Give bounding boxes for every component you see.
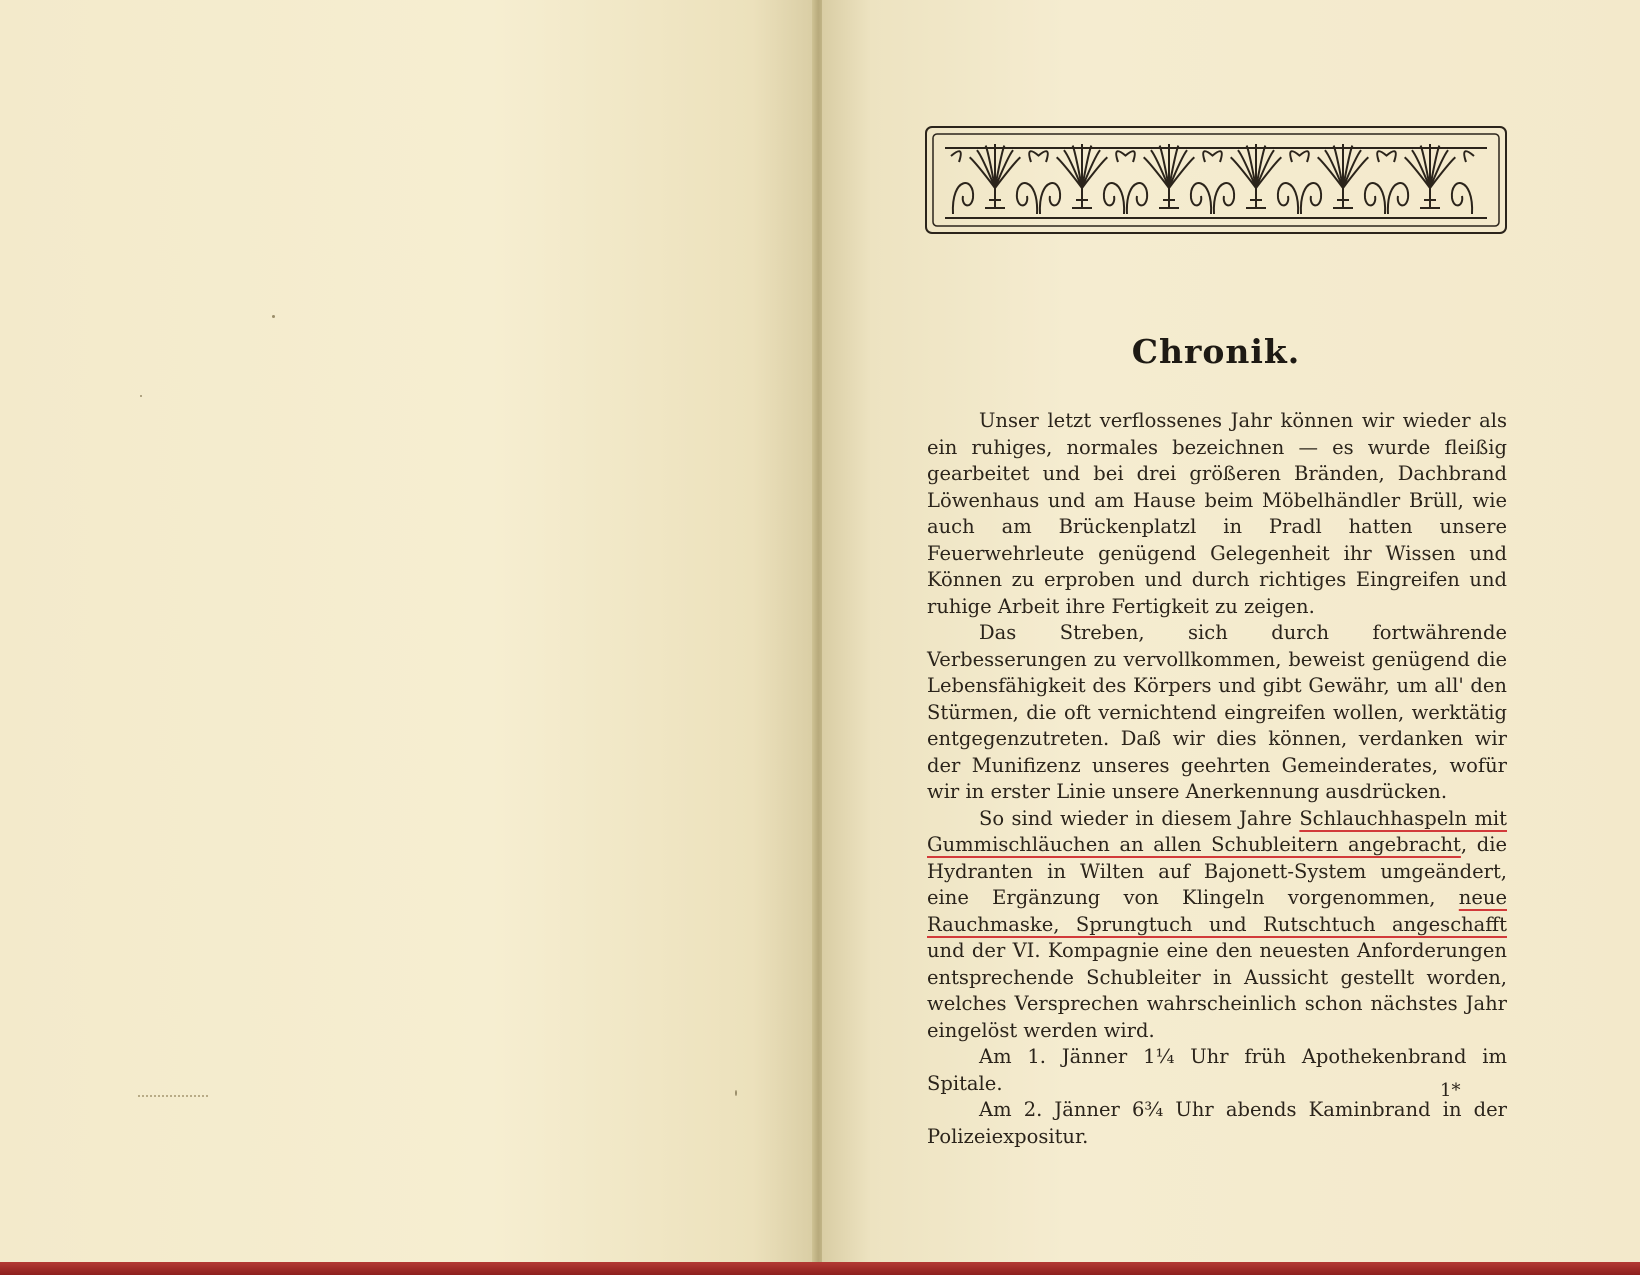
paper-speck — [272, 315, 275, 318]
paragraph: Am 2. Jänner 6¾ Uhr abends Kaminbrand in der Polizeiexpositur. — [927, 1098, 1507, 1148]
paper-speck — [735, 1090, 737, 1096]
paper-speck — [140, 395, 142, 397]
red-underlined-text: neue Rauchmaske, Sprungtuch und Rutschtuch angeschafft — [927, 886, 1507, 936]
page-number: 1* — [1440, 1080, 1461, 1101]
palmette-motif — [1212, 144, 1300, 214]
pencil-mark — [138, 1095, 208, 1099]
paragraph: Das Streben, sich durch fortwährende Verbesserungen zu vervollkommen, beweist genügend die Lebensfähigkeit des Körpers und gibt Gewähr, um all' den Stürmen, die oft vernichtend eingreifen wollen, werktätig entgegenzutreten. Daß wir dies können, verdanken wir der Munifizenz unseres geehrten Gemeinderates, wofür wir in erster Linie unsere Anerkennung ausdrücken. — [927, 621, 1507, 803]
palmette-motif — [1299, 144, 1387, 214]
decorative-header-ornament — [925, 126, 1507, 234]
palmette-motif — [951, 144, 1039, 214]
text-run: und der VI. Kompagnie eine den neuesten Anforderungen entsprechende Schubleiter in Aussicht gestellt worden, welches Versprechen wahrscheinlich schon nächstes Jahr eingelöst werden wird. — [927, 939, 1507, 1042]
paragraph: Am 1. Jänner 1¼ Uhr früh Apothekenbrand im Spitale. — [927, 1045, 1507, 1095]
chapter-title: Chronik. — [1131, 332, 1301, 371]
left-page-blank — [0, 0, 818, 1262]
palmette-motif — [1386, 144, 1474, 214]
text-run: So sind wieder in diesem Jahre — [979, 806, 1300, 830]
palmette-motif — [1125, 144, 1213, 214]
text-run: , die Hydranten in Wilten auf Bajonett-System umgeändert, eine Ergänzung von Klingeln vorgenommen, — [927, 833, 1508, 909]
paragraph: Unser letzt verflossenes Jahr können wir wieder als ein ruhiges, normales bezeichnen — es wurde fleißig gearbeitet und bei drei größeren Bränden, Dachbrand Löwenhaus und am Hause beim Möbelhändler Brüll, wie auch am Brückenplatzl in Pradl hatten unsere Feuerwehrleute genügend Gelegenheit ihr Wissen und Können zu erproben und durch richtiges Eingreifen und ruhige Arbeit ihre Fertigkeit zu zeigen. — [927, 409, 1507, 618]
paragraph — [927, 806, 1507, 1045]
red-underlined-text: Schlauchhaspeln mit Gummischläuchen an allen Schubleitern angebracht — [927, 806, 1508, 856]
palmette-motif — [1038, 144, 1126, 214]
red-binding-edge — [0, 1262, 1640, 1275]
chronicle-text — [927, 408, 1507, 1150]
